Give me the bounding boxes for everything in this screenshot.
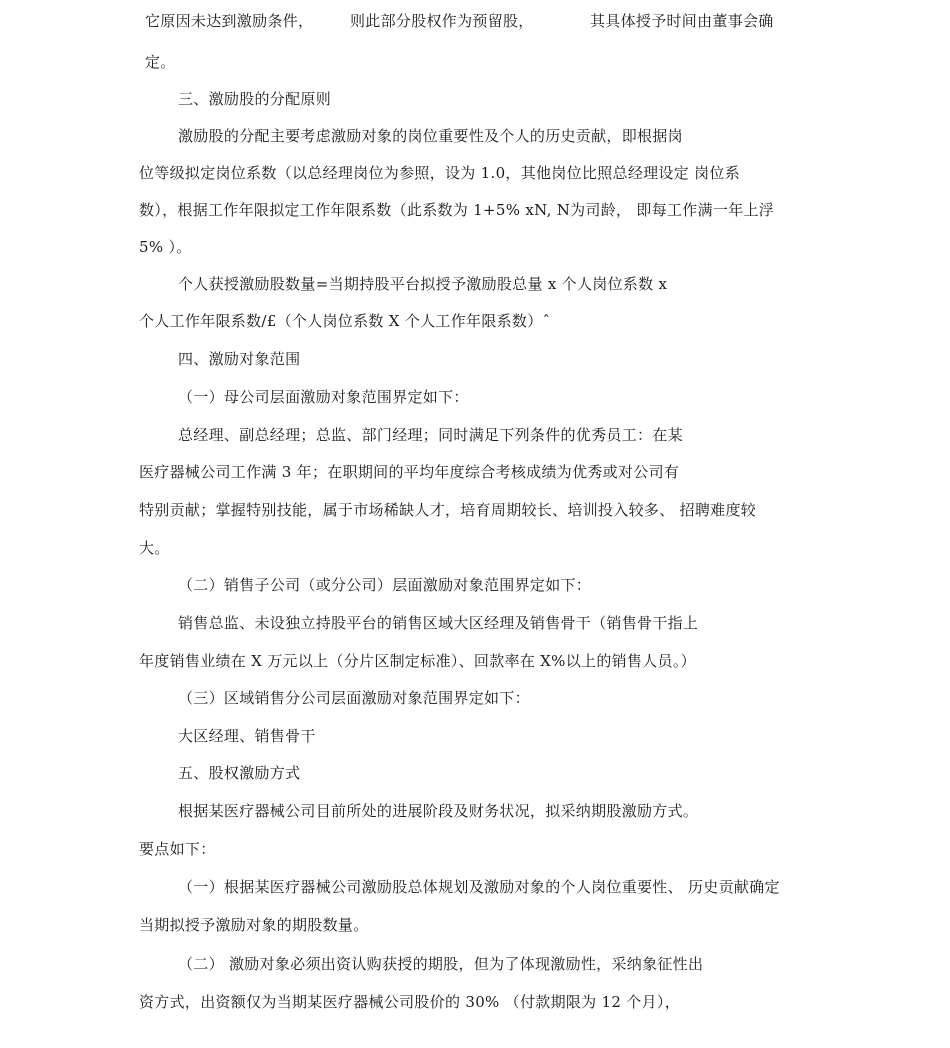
text-line-7: 5% ）。	[139, 238, 192, 256]
text-line-5: 位等级拟定岗位系数（以总经理岗位为参照，设为 1.0，其他岗位比照总经理设定 岗位系	[139, 164, 740, 182]
section-heading-10: 四、激励对象范围	[178, 350, 301, 368]
formula-line-9: 个人工作年限系数/£（个人岗位系数 X 个人工作年限系数）ˆ	[139, 312, 551, 330]
text-line-18: 年度销售业绩在 X 万元以上（分片区制定标准）、回款率在 X%以上的销售人员。）	[139, 652, 696, 670]
text-line-6: 数），根据工作年限拟定工作年限系数（此系数为 1+5% xN, N为司龄， 即每工作满一年上浮	[139, 201, 775, 219]
text-line-20: 大区经理、销售骨干	[178, 727, 316, 745]
text-line-24: （一）根据某医疗器械公司激励股总体规划及激励对象的个人岗位重要性、 历史贡献确定	[178, 878, 780, 896]
text-line-1	[145, 11, 774, 31]
text-line-13: 医疗器械公司工作满 3 年；在职期间的平均年度综合考核成绩为优秀或对公司有	[139, 463, 680, 481]
text-line-14: 特别贡献；掌握特别技能，属于市场稀缺人才，培育周期较长、培训投入较多、 招聘难度较	[139, 501, 757, 519]
text-line-1-part-2: 则此部分股权作为预留股，	[350, 12, 534, 30]
text-line-12: 总经理、副总经理；总监、部门经理；同时满足下列条件的优秀员工：在某	[178, 426, 683, 444]
text-line-4: 激励股的分配主要考虑激励对象的岗位重要性及个人的历史贡献，即根据岗	[178, 127, 683, 145]
formula-line-8: 个人获授激励股数量=当期持股平台拟授予激励股总量 x 个人岗位系数 x	[178, 275, 668, 293]
text-line-25: 当期拟授予激励对象的期股数量。	[139, 916, 369, 934]
text-line-2: 定。	[145, 53, 176, 71]
section-heading-3: 三、激励股的分配原则	[178, 90, 332, 108]
section-heading-21: 五、股权激励方式	[178, 764, 301, 782]
text-line-23: 要点如下：	[139, 840, 216, 858]
text-line-1-part-1: 它原因未达到激励条件，	[145, 12, 314, 30]
text-line-22: 根据某医疗器械公司目前所处的进展阶段及财务状况，拟采纳期股激励方式。	[178, 802, 699, 820]
text-line-27: 资方式，出资额仅为当期某医疗器械公司股价的 30% （付款期限为 12 个月），	[139, 993, 681, 1011]
text-line-17: 销售总监、未设独立持股平台的销售区域大区经理及销售骨干（销售骨干指上	[178, 614, 699, 632]
subheading-19: （三）区域销售分公司层面激励对象范围界定如下：	[178, 689, 530, 707]
text-line-1-part-3: 其具体授予时间由董事会确	[590, 12, 774, 30]
subheading-16: （二）销售子公司（或分公司）层面激励对象范围界定如下：	[178, 576, 592, 594]
text-line-15: 大。	[139, 539, 170, 557]
text-line-26: （二） 激励对象必须出资认购获授的期股，但为了体现激励性，采纳象征性出	[178, 955, 704, 973]
subheading-11: （一）母公司层面激励对象范围界定如下：	[178, 388, 469, 406]
